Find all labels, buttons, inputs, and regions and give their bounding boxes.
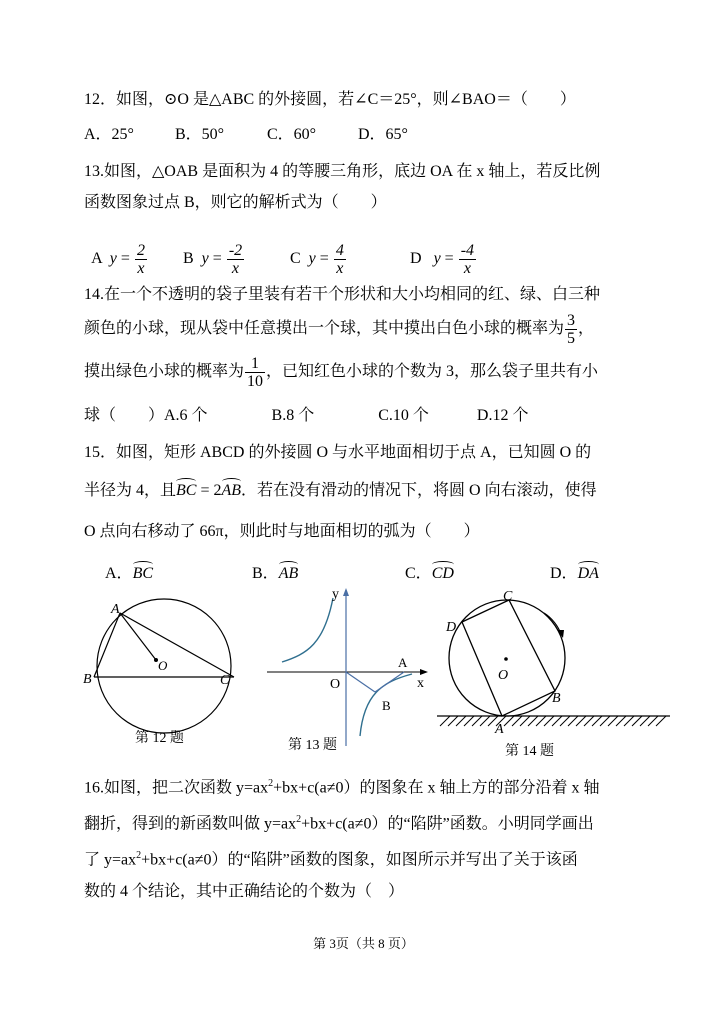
figure-12-caption: 第 12 题 bbox=[135, 731, 184, 746]
segment-ab bbox=[94, 613, 120, 677]
q16-line4: 数的 4 个结论，其中正确结论的个数为（ ） bbox=[84, 883, 405, 900]
hyperbola-branch-2 bbox=[282, 598, 333, 662]
q12-option-c: C．60° bbox=[267, 126, 317, 143]
figure-13 bbox=[262, 584, 432, 749]
q15-option-b: B．AB bbox=[252, 565, 299, 582]
q15-line3: O 点向右移动了 66π，则此时与地面相切的弧为（ ） bbox=[84, 523, 480, 540]
q15-line1: 15．如图，矩形 ABCD 的外接圆 O 与水平地面相切于点 A，已知圆 O 的 bbox=[84, 444, 592, 461]
q12-stem: 12．如图，⊙O 是△ABC 的外接圆，若∠C＝25°，则∠BAO＝（ ） bbox=[84, 91, 576, 108]
q14-line4: 球（ ）A.6 个 B.8 个 C.10 个 D.12 个 bbox=[84, 407, 529, 424]
y-axis-arrow bbox=[343, 588, 349, 596]
q16-line3: 了 $y=ax^2+bx+c(a\ne 0)$的“陷阱”函数的图象，如图所示并写出了关于该函 bbox=[84, 850, 578, 869]
label-a: A bbox=[495, 722, 504, 737]
rectangle-abcd bbox=[462, 600, 555, 716]
label-o: O bbox=[330, 677, 341, 692]
label-b: B bbox=[552, 691, 561, 706]
q15-option-c: C．CD bbox=[405, 565, 454, 582]
arc-bc: BC bbox=[176, 482, 197, 499]
q16-line1: 16.如图，把二次函数 $y=ax^2+bx+c(a\ne 0)$的图象在 x 轴上方的部分沿着 x 轴 bbox=[84, 778, 600, 797]
ground-hatching bbox=[440, 716, 666, 726]
q14-line1: 14.在一个不透明的袋子里装有若干个形状和大小均相同的红、绿、白三种 bbox=[84, 286, 601, 303]
q13-option-a: A y = $\frac{2}{x}$ bbox=[91, 242, 145, 277]
label-y: y bbox=[332, 587, 339, 602]
label-b: B bbox=[382, 698, 391, 713]
figure-14 bbox=[432, 586, 672, 736]
center-point bbox=[504, 657, 508, 661]
label-c: C bbox=[220, 673, 230, 688]
arc-ab: AB bbox=[221, 482, 242, 499]
segment-ab bbox=[375, 672, 404, 692]
label-x: x bbox=[417, 676, 424, 691]
figure-12 bbox=[78, 596, 248, 726]
label-a: A bbox=[398, 655, 408, 670]
label-o: O bbox=[158, 658, 168, 673]
label-d: D bbox=[446, 620, 457, 635]
q12-option-b: B．50° bbox=[175, 126, 225, 143]
q14-line3: 摸出绿色小球的概率为 $\frac{1}{10}$ ，已知红色小球的个数为 3，那么袋子里共有小 bbox=[84, 355, 599, 390]
page-number: 第 3页（共 8 页） bbox=[313, 936, 414, 951]
x-axis-arrow bbox=[420, 669, 428, 675]
label-o: O bbox=[498, 668, 509, 683]
label-c: C bbox=[503, 589, 513, 604]
q13-option-d: D y = $\frac{-4}{x}$ bbox=[410, 242, 475, 277]
q13-line2: 函数图象过点 B，则它的解析式为（ ） bbox=[84, 194, 387, 211]
q14-line2: 颜色的小球，现从袋中任意摸出一个球，其中摸出白色小球的概率为 $\frac{3}{5}$ ， bbox=[84, 312, 595, 347]
figure-14-caption: 第 14 题 bbox=[505, 744, 554, 759]
q15-option-a: A．BC bbox=[105, 565, 154, 582]
q12-option-a: A．25° bbox=[84, 126, 134, 143]
q13-option-b: B y = $\frac{-2}{x}$ bbox=[183, 242, 243, 277]
q15-line2: 半径为 4，且BC = 2AB．若在没有滑动的情况下，将圆 O 向右滚动，使得 bbox=[84, 482, 597, 499]
q13-option-c: C y = $\frac{4}{x}$ bbox=[290, 242, 344, 277]
segment-ob bbox=[346, 672, 375, 692]
q12-option-d: D．65° bbox=[358, 126, 408, 143]
label-a: A bbox=[111, 602, 120, 617]
label-b: B bbox=[83, 672, 92, 687]
segment-ac bbox=[120, 613, 234, 677]
figure-13-caption: 第 13 题 bbox=[288, 738, 337, 753]
q15-option-d: D．DA bbox=[550, 565, 599, 582]
q16-line2: 翻折，得到的新函数叫做 $y=ax^2+bx+c(a\ne 0)$的“陷阱”函数。小明同学画出 bbox=[84, 814, 594, 833]
segment-ao bbox=[120, 613, 156, 660]
q13-line1: 13.如图，△OAB 是面积为 4 的等腰三角形，底边 OA 在 x 轴上，若反比例 bbox=[84, 163, 601, 180]
